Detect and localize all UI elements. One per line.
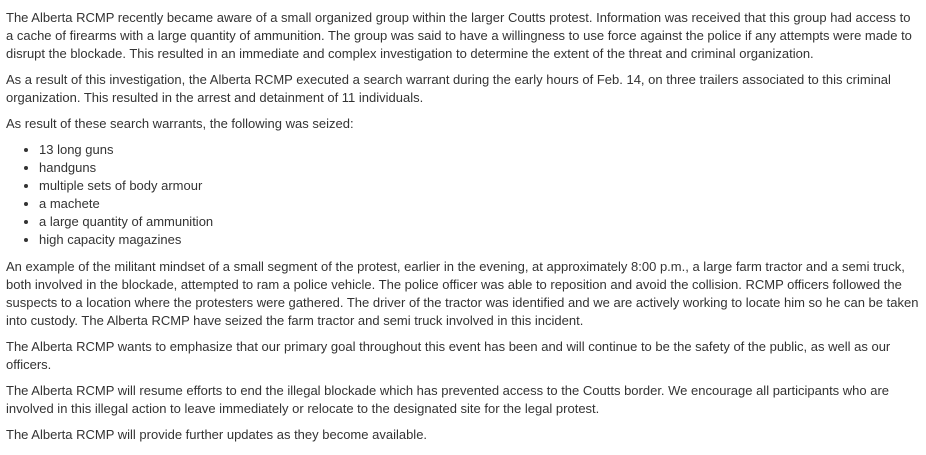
- paragraph-further-updates: The Alberta RCMP will provide further updates as they become available.: [6, 427, 428, 442]
- list-item: • handguns: [39, 159, 920, 177]
- paragraph-intro: The Alberta RCMP recently became aware of a small organized group within the larger Coutts protest. Information was received that this group had access to a cache of firearms with a large quantity of ammunition. The group was said to have a willingness to use force against the police if any attempts were made to disrupt the blockade. This resulted in an immediate and complex investigation to determine the extent of the threat and criminal organization.: [6, 10, 912, 61]
- paragraph-seized-intro: As result of these search warrants, the following was seized:: [6, 116, 354, 131]
- list-item: • 13 long guns: [39, 141, 920, 159]
- list-item: • a machete: [39, 195, 920, 213]
- list-item: • a large quantity of ammunition: [39, 213, 920, 231]
- paragraph-safety-goal: The Alberta RCMP wants to emphasize that our primary goal throughout this event has been and will continue to be the safety of the public, as well as our officers.: [6, 339, 891, 372]
- list-item: • high capacity magazines: [39, 231, 920, 249]
- seized-items-list: [6, 141, 920, 249]
- paragraph-militant-incident: An example of the militant mindset of a small segment of the protest, earlier in the evening, at approximately 8:00 p.m., a large farm tractor and a semi truck, both involved in the blockade, attempted to ram a police vehicle. The police officer was able to reposition and avoid the collision. RCMP officers followed the suspects to a location where the protesters were gathered. The driver of the tractor was identified and we are actively working to locate him so he can be taken into custody. The Alberta RCMP have seized the farm tractor and semi truck involved in this incident.: [6, 259, 919, 328]
- paragraph-search-warrant: As a result of this investigation, the Alberta RCMP executed a search warrant during the early hours of Feb. 14, on three trailers associated to this criminal organization. This resulted in the arrest and detainment of 11 individuals.: [6, 72, 891, 105]
- paragraph-resume-efforts: The Alberta RCMP will resume efforts to end the illegal blockade which has prevented access to the Coutts border. We encourage all participants who are involved in this illegal action to leave immediately or relocate to the designated site for the legal protest.: [6, 383, 890, 416]
- list-item: • multiple sets of body armour: [39, 177, 920, 195]
